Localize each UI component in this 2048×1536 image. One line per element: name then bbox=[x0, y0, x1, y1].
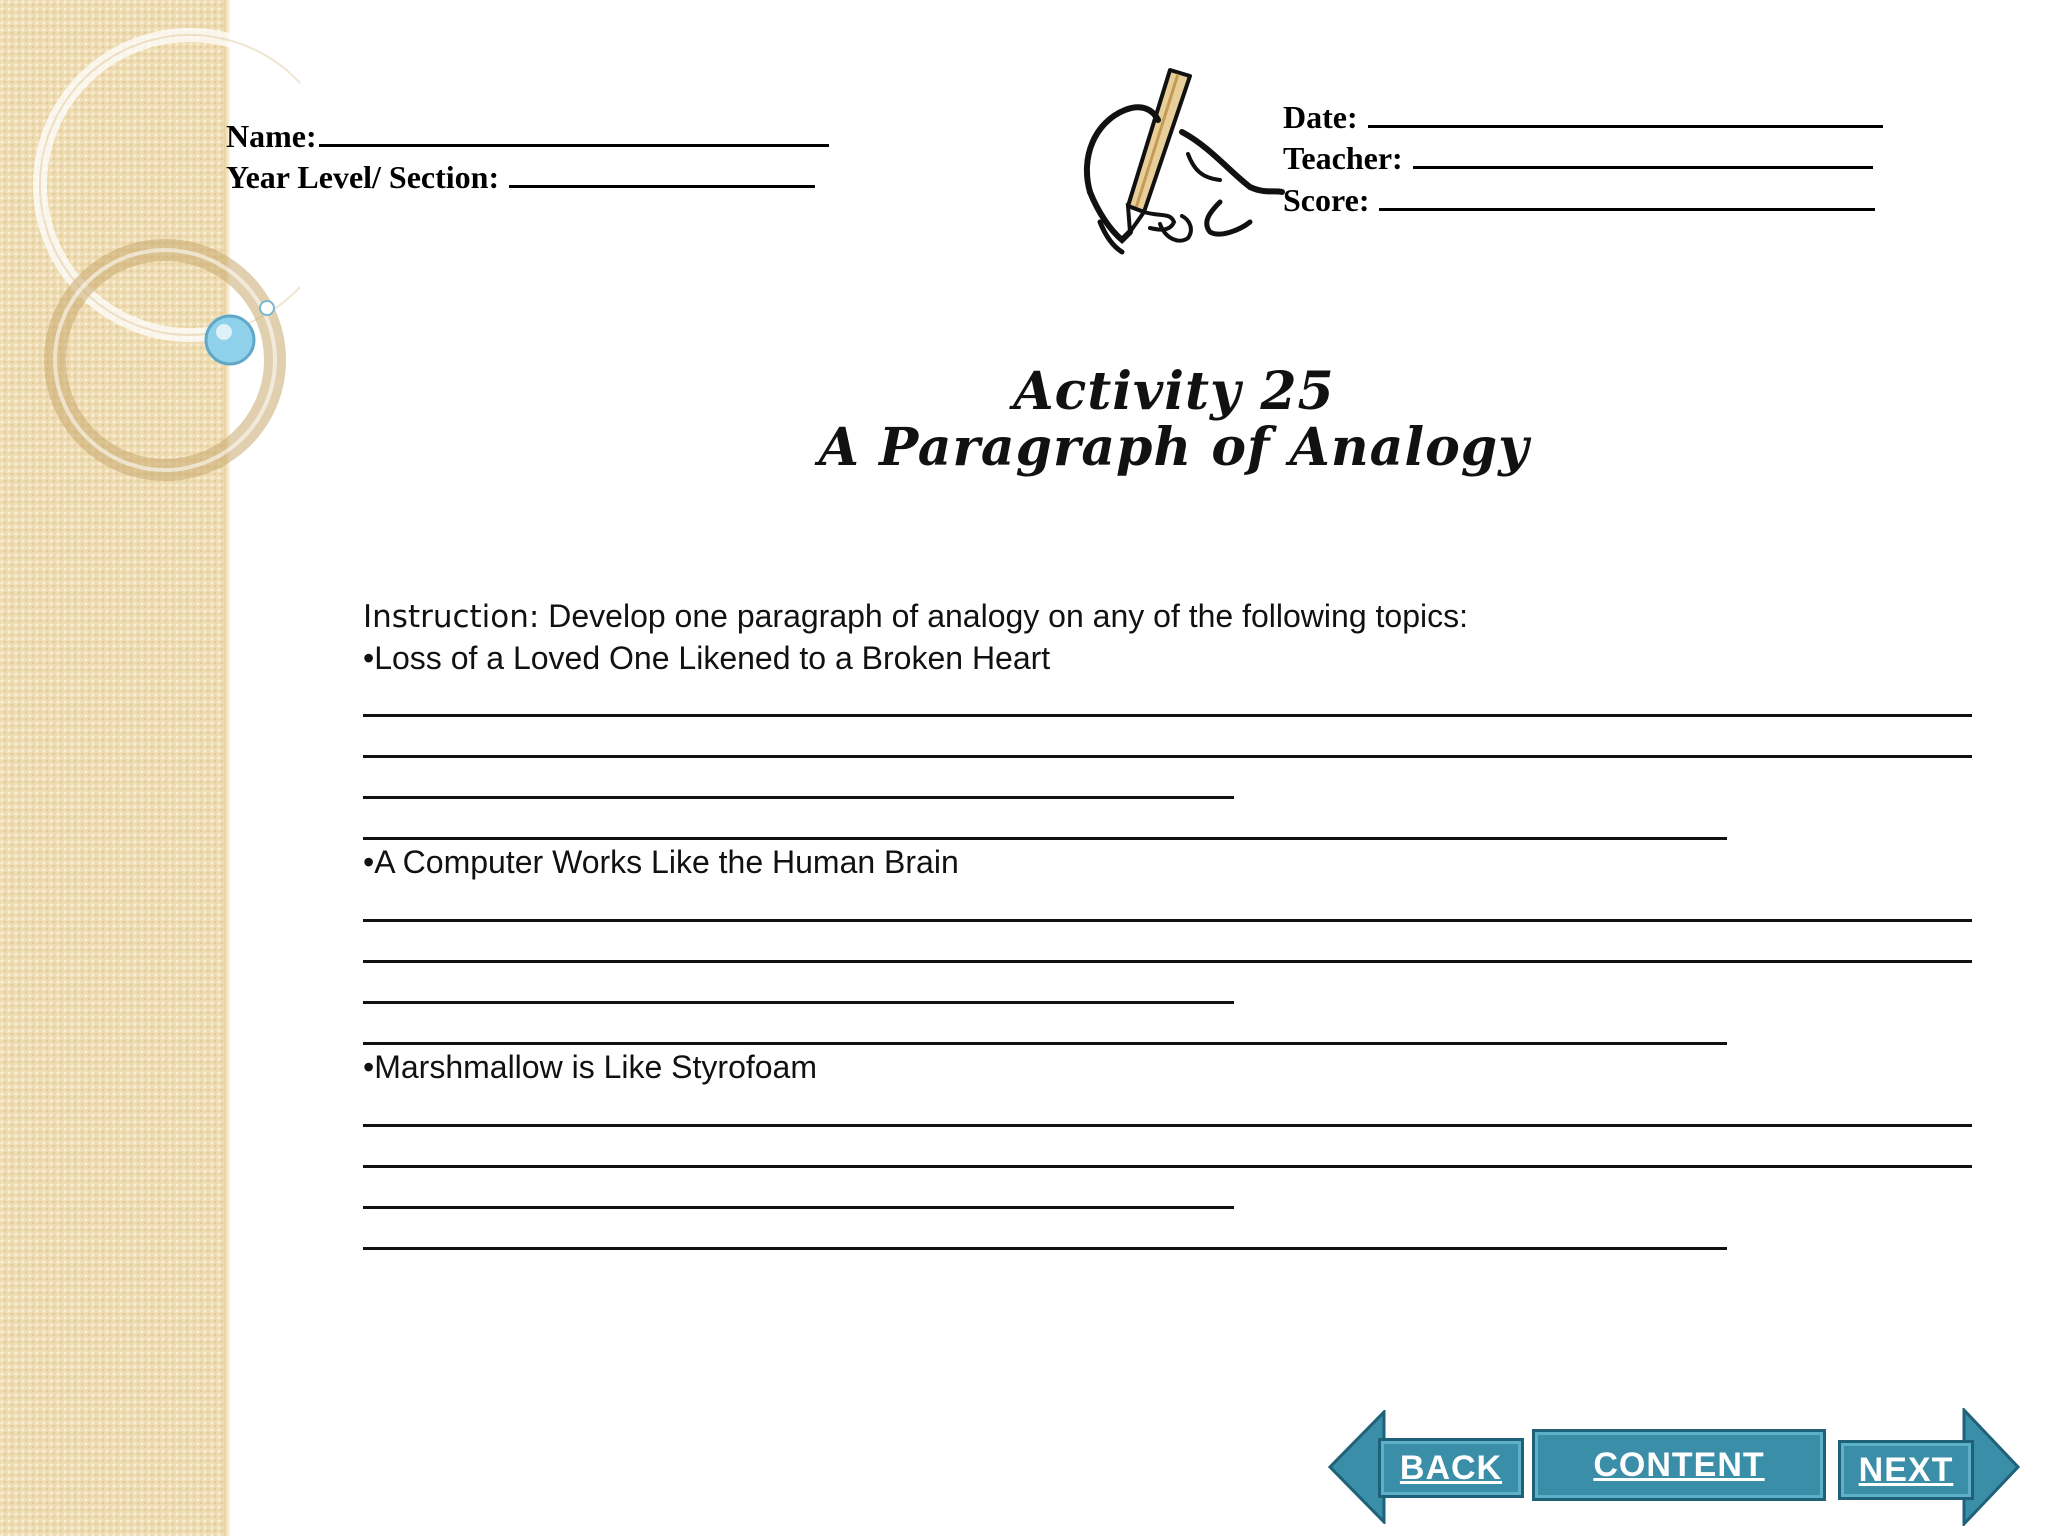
instruction bbox=[363, 596, 1468, 637]
answer-line[interactable] bbox=[363, 796, 1234, 799]
answer-line[interactable] bbox=[363, 1124, 1972, 1127]
back-label: BACK bbox=[1399, 1448, 1503, 1487]
teacher-field[interactable] bbox=[1283, 138, 1873, 178]
next-label: NEXT bbox=[1858, 1450, 1954, 1489]
answer-line[interactable] bbox=[363, 1001, 1234, 1004]
score-field[interactable] bbox=[1283, 180, 1875, 220]
year-section-blank[interactable] bbox=[509, 159, 815, 188]
answer-line[interactable] bbox=[363, 1042, 1727, 1045]
year-section-field[interactable] bbox=[226, 157, 815, 197]
date-blank[interactable] bbox=[1368, 99, 1883, 128]
date-field[interactable] bbox=[1283, 97, 1883, 137]
writing-hand-icon bbox=[1070, 62, 1290, 262]
instruction-label: Instruction: bbox=[363, 599, 540, 635]
teacher-label: Teacher: bbox=[1283, 140, 1403, 176]
score-blank[interactable] bbox=[1379, 182, 1875, 211]
answer-line[interactable] bbox=[363, 714, 1972, 717]
answer-line[interactable] bbox=[363, 1247, 1727, 1250]
activity-title: Activity 25 bbox=[1013, 361, 1335, 422]
answer-line[interactable] bbox=[363, 1206, 1234, 1209]
back-button[interactable] bbox=[1328, 1410, 1524, 1524]
bubble-small bbox=[260, 301, 274, 315]
teacher-blank[interactable] bbox=[1413, 140, 1873, 169]
content-button[interactable] bbox=[1532, 1429, 1826, 1501]
instruction-text: Develop one paragraph of analogy on any of the following topics: bbox=[539, 598, 1468, 634]
topic-1: •Loss of a Loved One Likened to a Broken Heart bbox=[363, 640, 1051, 676]
name-label: Name: bbox=[226, 118, 317, 154]
answer-line[interactable] bbox=[363, 1165, 1972, 1168]
activity-subtitle: A Paragraph of Analogy bbox=[818, 417, 1530, 478]
answer-line[interactable] bbox=[363, 960, 1972, 963]
year-section-label: Year Level/ Section: bbox=[226, 159, 500, 195]
topic-2: •A Computer Works Like the Human Brain bbox=[363, 844, 959, 880]
content-label: CONTENT bbox=[1593, 1445, 1765, 1484]
answer-line[interactable] bbox=[363, 755, 1972, 758]
date-label: Date: bbox=[1283, 99, 1358, 135]
answer-line[interactable] bbox=[363, 837, 1727, 840]
bubble-large bbox=[206, 316, 254, 364]
name-field[interactable] bbox=[226, 116, 829, 156]
name-blank[interactable] bbox=[319, 118, 829, 147]
score-label: Score: bbox=[1283, 182, 1370, 218]
answer-line[interactable] bbox=[363, 919, 1972, 922]
next-button[interactable] bbox=[1838, 1408, 2020, 1526]
topic-3: •Marshmallow is Like Styrofoam bbox=[363, 1049, 817, 1085]
